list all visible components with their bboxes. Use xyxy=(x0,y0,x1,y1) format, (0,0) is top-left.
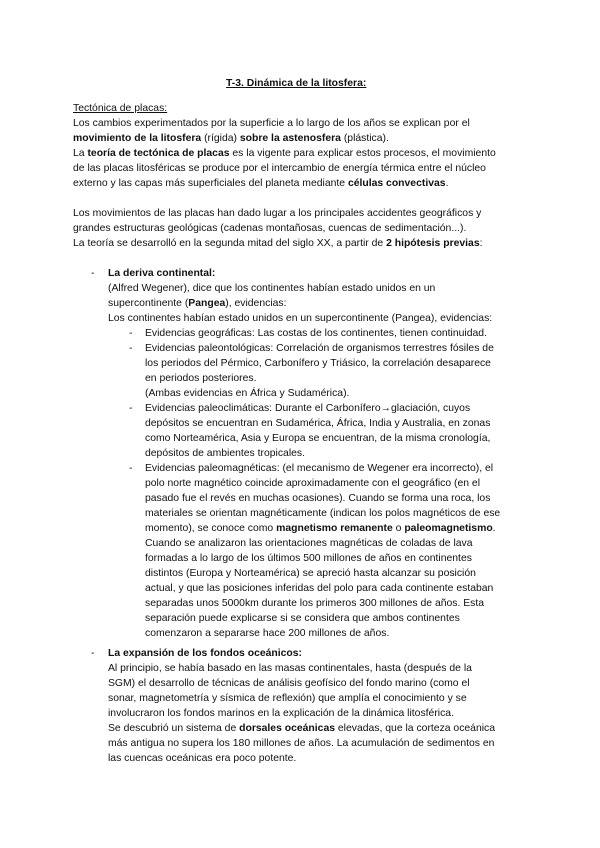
inline-text: momento), se conoce como xyxy=(145,523,277,534)
inline-text: ), evidencias: xyxy=(225,298,287,309)
section-heading: Tectónica de placas: xyxy=(73,103,168,114)
intro-line-4: de las placas litosféricas se produce por el intercambio de energía térmica entre el núcleo xyxy=(73,163,486,174)
evidence-geographic: Evidencias geográficas: Las costas de los continentes, tienen continuidad. xyxy=(145,328,487,339)
bold-term: magnetismo remanente xyxy=(276,523,393,534)
inline-text: Se descubrió un sistema de xyxy=(108,723,240,734)
inline-text: o xyxy=(392,523,405,534)
evidence-paleomagnetic-line: materiales se orientan magnéticamente (indican los polos magnéticos de ese xyxy=(145,508,501,519)
evidence-paleomagnetic-line: formadas a lo largo de los últimos 500 millones de años en continentes xyxy=(145,553,472,564)
evidence-paleoclimatic-line: depósitos se encuentran en Sudamérica, África, India y Australia, en zonas xyxy=(145,418,491,429)
evidence-paleontological-line: (Ambas evidencias en África y Sudamérica). xyxy=(145,388,350,399)
bullet-dash: - xyxy=(91,268,95,279)
inline-text: (plástica). xyxy=(340,133,389,144)
deriva-line-1: (Alfred Wegener), dice que los continentes habían estado unidos en un xyxy=(108,283,436,294)
evidence-paleomagnetic-line: pasado fue el revés en muchas ocasiones). Cuando se forma una roca, los xyxy=(145,493,491,504)
fondos-line xyxy=(108,722,495,735)
sub-bullet-dash: - xyxy=(129,343,133,354)
evidence-paleomagnetic-line xyxy=(145,522,496,535)
fondos-line: SGM) el desarrollo de técnicas de análisis geofísico del fondo marino (como el xyxy=(108,678,470,689)
evidence-paleoclimatic-line: depósitos de ambientes tropicales. xyxy=(145,448,305,459)
inline-text: externo y las capas más superficiales del planeta mediante xyxy=(73,178,348,189)
inline-text: elevadas, que la corteza oceánica xyxy=(335,723,496,734)
evidence-paleontological-line: Evidencias paleontológicas: Correlación de organismos terrestres fósiles de xyxy=(145,343,494,354)
intro-line-3 xyxy=(73,147,496,160)
inline-text: supercontinente ( xyxy=(108,298,189,309)
fondos-line: más antigua no supera los 180 millones de años. La acumulación de sedimentos en xyxy=(108,738,495,749)
evidence-paleomagnetic-line: polo norte magnético coincide aproximadamente con el geográfico (en el xyxy=(145,478,481,489)
evidence-paleontological-line: los periodos del Pérmico, Carbonífero y Triásico, la correlación desaparece xyxy=(145,358,491,369)
intro-line-2 xyxy=(73,132,389,145)
inline-text: es la vigente para explicar estos procesos, el movimiento xyxy=(229,148,496,159)
evidence-paleomagnetic-line: separadas unos 5000km durante los primeros 300 millones de años. Esta xyxy=(145,598,485,609)
deriva-line-2 xyxy=(108,297,286,310)
evidence-paleomagnetic-line: distintos (Europa y Norteamérica) se apreció hasta alcanzar su posición xyxy=(145,568,476,579)
evidence-paleontological-line: en periodos posteriores. xyxy=(145,373,257,384)
sub-bullet-dash: - xyxy=(129,403,133,414)
evidence-paleomagnetic-line: separación puede explicarse si se considera que ambos continentes xyxy=(145,613,460,624)
fondos-line: involucraron los fondos marinos en la explicación de la dinámica litosférica. xyxy=(108,708,454,719)
fondos-line: las cuencas oceánicas era poco potente. xyxy=(108,753,297,764)
evidence-paleoclimatic-line: Evidencias paleoclimáticas: Durante el Carbonífero→glaciación, cuyos xyxy=(145,403,471,414)
evidence-paleomagnetic-line: actual, y que las posiciones inferidas del polo para cada continente estaban xyxy=(145,583,494,594)
para2-line-1: Los movimientos de las placas han dado lugar a los principales accidentes geográficos y xyxy=(73,208,482,219)
inline-text: : xyxy=(479,238,483,249)
bold-term: Pangea xyxy=(188,298,226,309)
bold-term: células convectivas xyxy=(347,178,446,189)
para2-line-3 xyxy=(73,237,483,250)
evidence-paleomagnetic-line: Evidencias paleomagnéticas: (el mecanismo de Wegener era incorrecto), el xyxy=(145,463,494,474)
bold-term: sobre la astenosfera xyxy=(239,133,341,144)
bold-term: movimiento de la litosfera xyxy=(73,133,202,144)
inline-text: La xyxy=(73,148,88,159)
inline-text: . xyxy=(445,178,449,189)
bold-term: 2 hipótesis previas xyxy=(386,238,480,249)
bullet-dash: - xyxy=(91,648,95,659)
fondos-heading: La expansión de los fondos oceánicos: xyxy=(108,648,302,659)
evidence-paleomagnetic-line: comenzaron a separarse hace 200 millones de años. xyxy=(145,628,390,639)
para2-line-2: grandes estructuras geológicas (cadenas montañosas, cuencas de sedimentación...). xyxy=(73,223,467,234)
fondos-line: Al principio, se había basado en las masas continentales, hasta (después de la xyxy=(108,663,472,674)
sub-bullet-dash: - xyxy=(129,463,133,474)
deriva-line-3: Los continentes habían estado unidos en un supercontinente (Pangea), evidencias: xyxy=(108,313,493,324)
inline-text: La teoría se desarrolló en la segunda mitad del siglo XX, a partir de xyxy=(73,238,387,249)
sub-bullet-dash: - xyxy=(129,328,133,339)
bold-term: teoría de tectónica de placas xyxy=(87,148,230,159)
bold-term: paleomagnetismo xyxy=(404,523,493,534)
inline-text: . xyxy=(492,523,496,534)
bold-term: dorsales oceánicas xyxy=(239,723,336,734)
intro-line-5 xyxy=(73,177,448,190)
deriva-heading: La deriva continental: xyxy=(108,268,216,279)
inline-text: (rígida) xyxy=(201,133,240,144)
fondos-line: sonar, magnetometría y sísmica de reflexión) que amplía el conocimiento y se xyxy=(108,693,467,704)
evidence-paleomagnetic-line: Cuando se analizaron las orientaciones magnéticas de coladas de lava xyxy=(145,538,473,549)
evidence-paleoclimatic-line: como Norteamérica, Asia y Europa se encuentran, de la misma cronología, xyxy=(145,433,491,444)
page-title: T-3. Dinámica de la litosfera: xyxy=(226,78,367,89)
intro-line-1: Los cambios experimentados por la superficie a lo largo de los años se explican por el xyxy=(73,118,470,129)
